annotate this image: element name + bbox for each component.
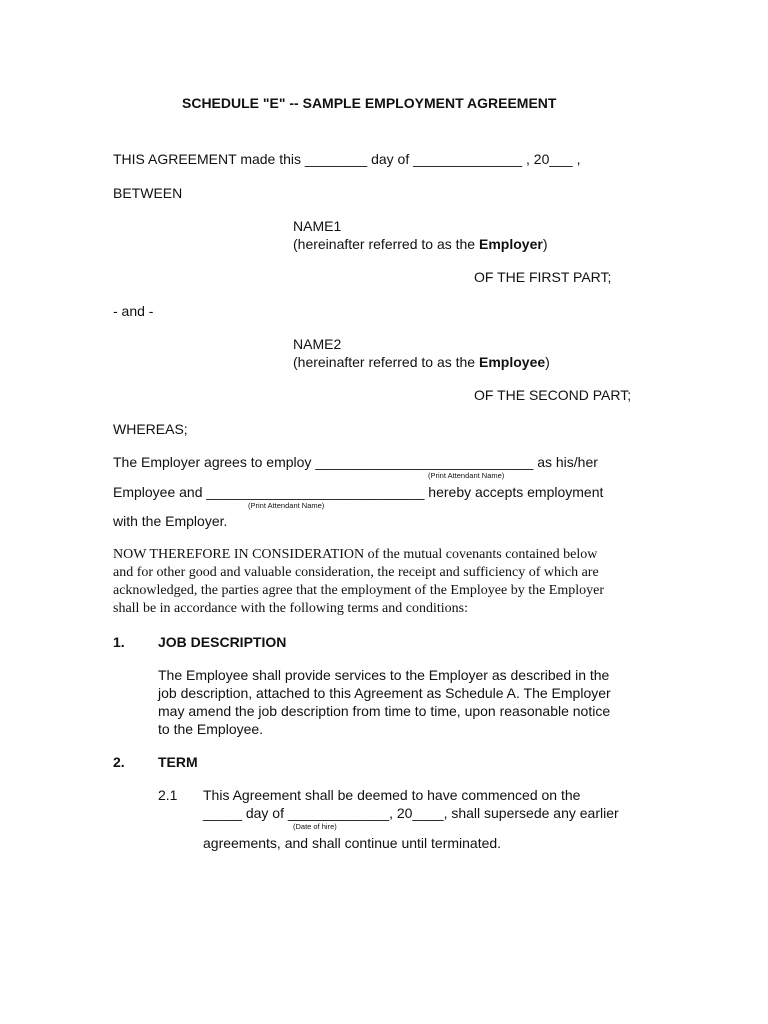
section2-number: 2. (113, 754, 125, 770)
party1-name: NAME1 (293, 218, 342, 234)
party2-referred-prefix: (hereinafter referred to as the (293, 354, 479, 370)
clause-2-1-line-2: _____ day of _____________, 20____, shall supersede any earlier (203, 805, 619, 821)
section1-heading: JOB DESCRIPTION (158, 634, 287, 650)
employ-line-1: The Employer agrees to employ ____________________________ as his/her (113, 454, 598, 470)
consideration-line: shall be in accordance with the following terms and conditions: (113, 601, 468, 616)
print-name-caption-2: (Print Attendant Name) (248, 501, 325, 510)
party1-role: Employer (479, 236, 543, 252)
party2-referred-suffix: ) (545, 354, 550, 370)
between-label: BETWEEN (113, 185, 183, 201)
party2-part: OF THE SECOND PART; (474, 387, 632, 403)
employ-line-2: Employee and ____________________________ hereby accepts employment (113, 484, 604, 500)
section1-line: The Employee shall provide services to the Employer as described in the (158, 667, 610, 683)
party1-referred (293, 235, 547, 253)
party2-role: Employee (479, 354, 546, 370)
party1-part: OF THE FIRST PART; (474, 269, 612, 285)
whereas-label: WHEREAS; (113, 421, 188, 437)
clause-2-1-number: 2.1 (158, 787, 178, 803)
clause-2-1-line-1: This Agreement shall be deemed to have commenced on the (203, 787, 581, 803)
section1-line: may amend the job description from time to time, upon reasonable notice (158, 703, 611, 719)
date-of-hire-caption: (Date of hire) (293, 822, 337, 831)
section1-line: job description, attached to this Agreement as Schedule A. The Employer (158, 685, 611, 701)
party1-referred-suffix: ) (542, 236, 548, 252)
agreement-date-line: THIS AGREEMENT made this ________ day of ______________ , 20___ , (113, 151, 581, 167)
document-title: SCHEDULE "E" -- SAMPLE EMPLOYMENT AGREEMENT (182, 95, 557, 111)
employ-line-3: with the Employer. (113, 513, 228, 529)
party2-referred (293, 353, 550, 371)
clause-2-1-line-3: agreements, and shall continue until terminated. (203, 835, 502, 851)
consideration-line: and for other good and valuable consideration, the receipt and sufficiency of which are (113, 565, 599, 580)
print-name-caption-1: (Print Attendant Name) (428, 471, 505, 480)
party1-referred-prefix: (hereinafter referred to as the (293, 236, 479, 252)
section2-heading: TERM (158, 754, 198, 770)
consideration-line: acknowledged, the parties agree that the employment of the Employee by the Employer (113, 583, 604, 598)
section1-line: to the Employee. (158, 721, 264, 737)
party2-name: NAME2 (293, 336, 342, 352)
and-separator: - and - (113, 303, 154, 319)
section1-number: 1. (113, 634, 125, 650)
consideration-line: NOW THEREFORE IN CONSIDERATION of the mutual covenants contained below (113, 547, 598, 562)
